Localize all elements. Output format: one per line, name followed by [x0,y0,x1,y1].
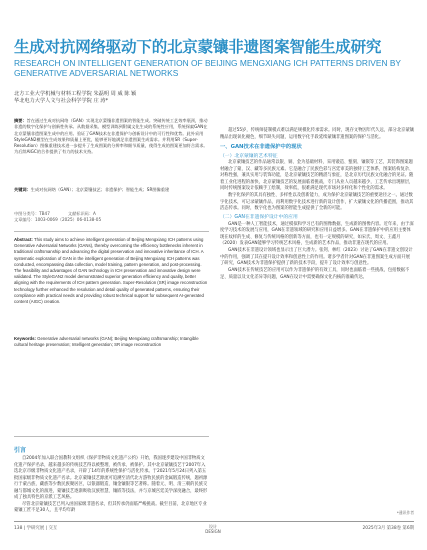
keywords-cn-text: 生成对抗网络（GAN）；北京蒙镶技艺；非遗保护；智能生成；SR图像重建 [30,187,170,192]
intro-paragraph: 自2004年加入联合国教科文组织《保护非物质文化遗产公约》开始，我国逐步建设中国非物质文化遗产保护名录，越来越多的传统技艺得以被整理、被传承、被保护。其中北京蒙镶技艺于2007年入选北京市级非物质文化遗产名录，开辟了14年的系统性保护与活化传承。于2021年5月24日列入第五批国家级非物质文化遗产名录。北京蒙镶技艺源流可追溯至清代北方游牧民族的金属锻造传统，题初源行于蒙古族、藏族等少数民族聚居区，以银器锻造、镶金镶银等艺著称。随着元、明、清三朝的民族交融与都城文化的演进，蒙镶技艺逐渐吸收汉族智慧、镶嵌等技法，并与京城宫廷美学深度融合，最终形成了独具特色的京派工艺风格。 [14,456,208,500]
body-paragraph: GAN技术在非遗设计领域也显示出了巨大潜力。张剑、林红（2023）讨论了GAN在非遗文创设计中的作用，强调了其在提升设计效率和创意性上的作用。诸多学者针对GAN在非遗图案生成方面开展了研究，GAN技术为非遗保护提供了新的技术手段，提升了设计效率与创意性。 [220,248,413,266]
abstract-en-text: This study aims to achieve intelligent generation of Beijing Mengxiang ICH patterns using Generative Adversarial Networks (GANs), thereby overcoming the efficiency bottlenecks inherent in traditional craftsmanship and advancing the digital preservation and innovative inheritance of ICH. A systematic exploration of GAN in the intelligent generation of Beijing Mengxiang ICH patterns was conducted, encompassing data collection, model training, pattern generation, and post-processing. The feasibility and advantages of GAN technology in ICH preservation and innovative design were validated. The StyleGAN2 model demonstrated superior generation efficiency and quality, better aligning with the requirements of ICH pattern generation. Super-Resolution (SR) image reconstruction technology further enhanced the resolution and detail quality of generated patterns, ensuring their compliance with practical needs and providing robust technical support for subsequent AI-generated content (AIGC) creation. [14,237,208,305]
body-paragraph: 超过55岁，传统师徒制模式难以满足规模化传承需求。同时，现存文物因年代久远，部分北京蒙镶精品出现氧化褪色，细节缺失问题，运用数字化手段延续蒙镶非遗图案的保护与活化。 [220,128,414,140]
divider [14,436,209,437]
abstract-cn-text: 旨在通过生成对抗网络（GAN）实现北京蒙镶非遗图案的智能生成。突破传统工艺效率瓶颈，推动非遗的数字化保护与创新性传承。从数据采集、模型训练到附属文化生成的系统性应用，系统探索GAN在北京蒙镶非遗图案生成中的应用。验证了GAN技术在非遗保护与创新设计中的可行性和优势。此外采用StyleGAN2模型在生成效果和质量上更优，能够更好地满足非遗图案生成需求。并利用SR（Super-Resolution）图像重建技术进一步提升了生成图案的分辨率和细节质量，使得生成的图案更加符合需求。为后续AIGC的合作提供了有力的技术支持。 [14,118,208,155]
footer-issue-info: 2025年3月 第38卷 第6期 [362,526,414,531]
body-paragraph: 北京蒙镶技艺的作品通常以银、铜、金为基础材料，采用锻造、錾刻、镶嵌等工艺，其装饰图案题材融合了蒙、汉、藏等多民族元素。它是融合了民族色彩与宫廷审美的独特工艺体系，图案结构复杂、对称性强，兼具实用与装饰功能，是北京蒙镶技艺的精湛与象征，是北京历代民族文化融合的见证。随着工业化进程的加快，北京蒙镶技艺的发展面临着挑战，专门从业人员越来越少，工艺传承出现断层，同时传统图案设计依赖手工绘制，效率低，很难满足现代市场对多样化和个性化的需求。 [220,160,414,191]
keywords-cn [14,187,209,193]
subsection-heading: （一）北京蒙镶的艺术特征 [220,153,278,159]
paper-title-en: RESEARCH ON INTELLIGENT GENERATION OF BEIJING MENGXIANG ICH PATTERNS DRIVEN BY GENERATIVE ADVERSARIAL NETWORKS [14,58,401,78]
section-heading: 一、GAN技术在非遗保护中的现状 [220,144,302,150]
intro-body [14,456,209,515]
doc-code: 文献标识码：A [67,211,96,216]
body-paragraph: 数字化保护的其具有独性、多样性以及创新能力，成为保护北京蒙镶技艺的重要途径之一。通过数字化技术，可记录蒙镶作品，再利用数字化技术进行新的设计创作，扩大蒙镶文化的传播范围，推动其活态传承。同时，数字化也为图案的智能生成提供了全新的可能。 [220,193,414,211]
journal-logo-en: DESIGN [205,529,221,534]
divider [14,231,209,232]
paper-title-cn: 生成对抗网络驱动下的北京蒙镶非遗图案智能生成研究 [14,38,382,56]
author-line-2: 华北电力大学人文与社会科学学院 庄 涛* [14,98,109,104]
intro-heading: 引言 [14,447,27,454]
body-paragraph: GAN技术在传统技艺的应用可以作为非遗保护的有效工具，同时也面临着一些挑战，包括数据不足、质量以及文化差异等问题，GAN在设计中需要确保文化内核的准确传达。 [220,268,410,280]
keywords-cn-label: 关键词： [14,187,31,192]
journal-logo [198,524,228,534]
author-line-1: 北方工业大学机械与材料工程学院 朱磊明 周 威 陈 颖 [14,91,137,97]
abstract-cn [14,118,209,156]
article-meta [14,211,209,223]
abstract-cn-label: 摘要： [14,118,27,123]
abstract-en [14,237,209,305]
journal-logo-cn: 设计 [209,524,217,529]
keywords-en-text: Generative adversarial networks (GAN); Beijing Mengxiang craftsmanship; Intangible cultural heritage preservation; Intelligent generation; SR image reconstruction [14,336,199,348]
article-number: 文章编号：1003-0069（2025）06-0138-05 [14,217,102,223]
footer-page-info: 138 | 学研究展 | 交互 [14,526,58,531]
footnote: *通讯作者 [396,510,414,515]
body-paragraph: GAN是一种人工智能技术，通过模拟和学习已有的图像数据，生成新的图像内容。近年来，由于深度学习技术的发展与应用，GAN在非遗领域的研究和应用日益增多。GAN在非遗保护中的应用主要体现在纹样的生成、修复与传统风格的创新等方面，也有一定规模的研究，如宋氏、周文、王鑫月（2020）发表GAN能够学习传统艺术风格，生成新的艺术作品，推动非遗在现代的应用。 [220,221,414,246]
footer-divider [14,521,414,522]
keywords-en [14,336,209,348]
intro-paragraph: 尽管北京蒙镶技艺已列入函国家级非遗名录，但其传承仍面临严峻挑战。截至目前，北京地区专业蒙镶工匠不足30人，且平均年龄 [14,501,207,513]
keywords-en-label: Keywords: [14,336,36,341]
page-footer [14,525,414,537]
author-block [14,91,136,105]
right-column [220,128,414,282]
subsection-heading: （二）GAN在非遗保护设计中的应用 [220,215,298,220]
clc-number: 中图分类号：TB47 [14,211,50,216]
abstract-en-label: Abstract: [14,237,33,242]
